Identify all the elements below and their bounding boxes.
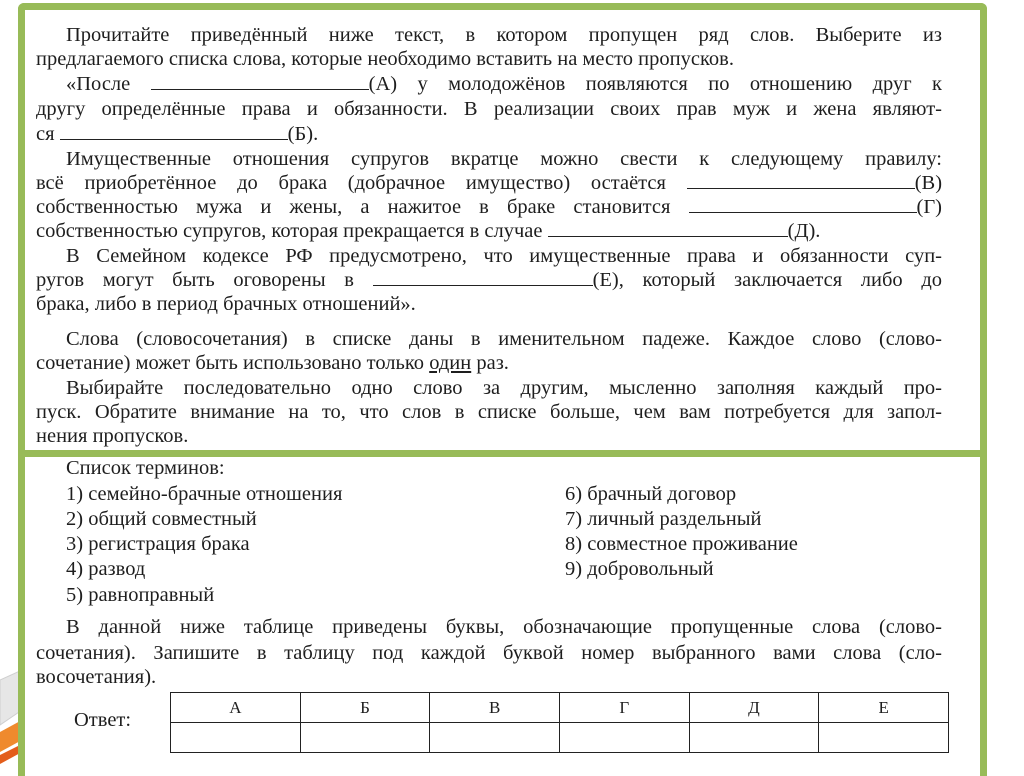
term-item: 5) равноправный bbox=[66, 584, 215, 606]
instruction-line: восочетания). bbox=[36, 666, 157, 688]
text-segment: (Д). bbox=[787, 220, 821, 242]
term-item: 7) личный раздельный bbox=[565, 508, 762, 530]
text-segment: (Г) bbox=[916, 196, 943, 218]
underlined-word: один bbox=[429, 352, 472, 374]
answer-header-row bbox=[171, 693, 949, 723]
blank-g bbox=[689, 195, 917, 213]
answer-cell[interactable] bbox=[171, 723, 301, 753]
text-segment: (Е), который заключается либо до bbox=[592, 269, 942, 291]
term-item: 1) семейно-брачные отношения bbox=[66, 483, 343, 505]
answer-letter: Б bbox=[300, 693, 430, 723]
blank-b bbox=[60, 122, 288, 140]
text-segment: собственностью мужа и жены, а нажитое в браке становится bbox=[36, 196, 671, 218]
text-line bbox=[36, 171, 942, 195]
text-line bbox=[66, 72, 942, 96]
text-line: другу определённые права и обязанности. В реализации своих прав муж и жена являют- bbox=[36, 98, 942, 120]
answer-letter: В bbox=[430, 693, 560, 723]
terms-title: Список терминов: bbox=[66, 457, 225, 479]
text-segment: (А) у молодожёнов появляются по отношению друг к bbox=[368, 73, 942, 95]
text-segment: сочетание) может быть использовано только bbox=[36, 352, 425, 374]
answer-cell[interactable] bbox=[300, 723, 430, 753]
text-line: Имущественные отношения супругов вкратце можно свести к следующему правилу: bbox=[66, 148, 942, 170]
intro-line: Прочитайте приведённый ниже текст, в котором пропущен ряд слов. Выберите из bbox=[66, 24, 942, 46]
answer-cell[interactable] bbox=[819, 723, 949, 753]
rules-line: Слова (словосочетания) в списке даны в именительном падеже. Каждое слово (слово- bbox=[66, 328, 942, 350]
instruction-line: сочетания). Запишите в таблицу под каждой буквой номер выбранного вами слова (сло- bbox=[36, 642, 942, 664]
instruction-line: В данной ниже таблице приведены буквы, обозначающие пропущенные слова (слово- bbox=[66, 616, 942, 638]
term-item: 4) развод bbox=[66, 558, 146, 580]
text-segment: ругов могут быть оговорены в bbox=[36, 269, 354, 291]
text-line: брака, либо в период брачных отношений». bbox=[36, 293, 416, 315]
rules-line: нения пропусков. bbox=[36, 425, 189, 447]
text-line: В Семейном кодексе РФ предусмотрено, что имущественные права и обязанности суп- bbox=[66, 245, 942, 267]
text-segment: (Б). bbox=[287, 123, 319, 145]
text-segment: собственностью супругов, которая прекращается в случае bbox=[36, 220, 543, 242]
text-line bbox=[36, 195, 942, 219]
answer-letter: А bbox=[171, 693, 301, 723]
term-item: 6) брачный договор bbox=[565, 483, 737, 505]
answer-table bbox=[170, 692, 949, 753]
term-item: 2) общий совместный bbox=[66, 508, 257, 530]
answer-input-row bbox=[171, 723, 949, 753]
answer-cell[interactable] bbox=[430, 723, 560, 753]
answer-cell[interactable] bbox=[689, 723, 819, 753]
text-segment: «После bbox=[66, 73, 131, 95]
text-segment: (В) bbox=[914, 172, 943, 194]
blank-v bbox=[687, 171, 915, 189]
text-line bbox=[36, 122, 318, 146]
term-item: 3) регистрация брака bbox=[66, 533, 250, 555]
text-line bbox=[36, 268, 942, 292]
blank-d bbox=[548, 219, 788, 237]
rules-line: Выбирайте последовательно одно слово за другим, мысленно заполняя каждый про- bbox=[66, 377, 942, 399]
answer-cell[interactable] bbox=[559, 723, 689, 753]
answer-letter: Г bbox=[559, 693, 689, 723]
text-segment: ся bbox=[36, 123, 55, 145]
answer-label: Ответ: bbox=[74, 709, 132, 731]
answer-letter: Е bbox=[819, 693, 949, 723]
blank-a bbox=[151, 72, 369, 90]
intro-line: предлагаемого списка слова, которые необходимо вставить на место пропусков. bbox=[36, 48, 734, 70]
rules-line bbox=[36, 351, 509, 375]
text-line bbox=[36, 219, 820, 243]
term-item: 8) совместное проживание bbox=[565, 533, 798, 555]
rules-line: пуск. Обратите внимание на то, что слов в списке больше, чем вам потребуется для запол- bbox=[36, 401, 942, 423]
answer-letter: Д bbox=[689, 693, 819, 723]
text-segment: всё приобретённое до брака (добрачное имущество) остаётся bbox=[36, 172, 666, 194]
text-segment: раз. bbox=[476, 352, 509, 374]
term-item: 9) добровольный bbox=[565, 558, 714, 580]
blank-e bbox=[373, 268, 593, 286]
